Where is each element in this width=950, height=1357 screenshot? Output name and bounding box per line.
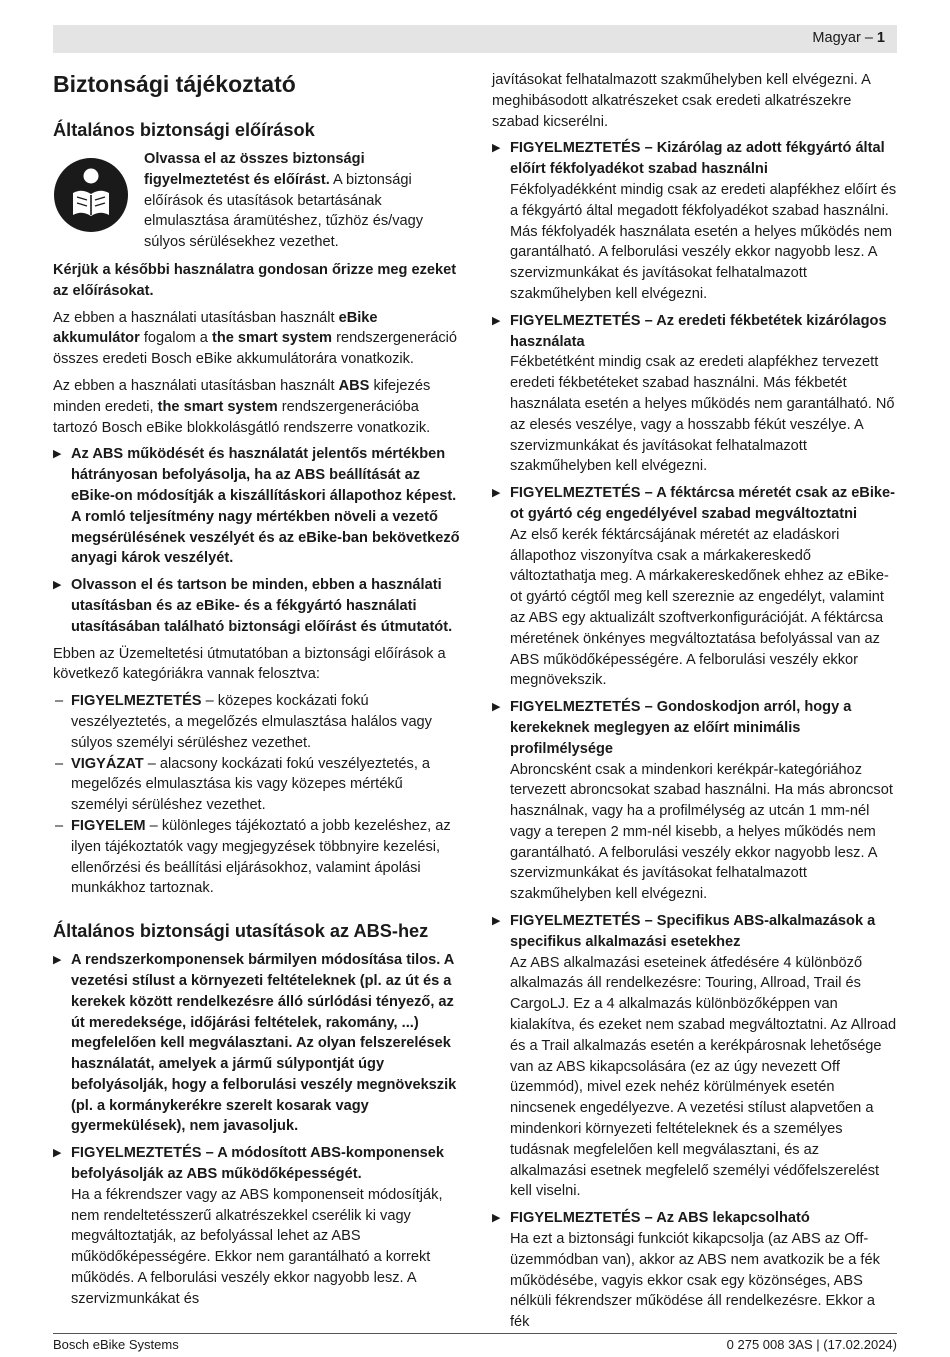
warning-title: ▶ FIGYELMEZTETÉS – Az eredeti fékbetétek kizárólagos használata [510,312,887,350]
warning-brake-disc [492,483,897,691]
text-span: Az ebben a használati utasításban használt [53,309,339,326]
warning-abs-off [492,1208,897,1333]
footer-brand: Bosch eBike Systems [53,1337,179,1352]
text-span: Az ebben a használati utasításban használt [53,377,339,394]
text-bold: ABS [338,377,370,394]
page-number: 1 [876,30,885,46]
bullet-modified-abs [53,1143,461,1309]
page-header-text [812,30,885,46]
text-span: rendszergenerációba tartozó Bosch eBike blokkolásgátló rendszerre vonatkozik. [53,398,431,436]
category-desc: – közepes kockázati fokú veszélyeztetés, a megelőzés elmulasztása halálos vagy súlyos személyi sérüléshez vezethet. [71,693,432,751]
warning-text: Az ABS alkalmazási eseteinek átfedésére 4 különböző alkalmazás áll rendelkezésre: Touring, Allroad, Trail és CargoLJ. Ez a 4 alkalmazás különbözőképpen van kialakítva, és ezeket nem szabad megváltoztatni. Az Allroad és a Trail alkalmazás esetén a kerékpárosnak lehetősége van az ABS kikapcsolására (ez az úgy nevezett Off üzemmód), mivel ezek nehéz körülmények esetén nincsenek engedélyezve. A vezetési stílust alapvetően a mindenkori környezeti feltételeknek és a személyes tudásnak megfelelően kell megválasztani, és az alkalmazási esetnek megfelelő személyi védőfelszerelést kell viselni. [510,954,897,1200]
bullet-no-modification [53,950,461,1137]
page-header [53,25,897,53]
warning-brake-pads [492,311,897,477]
bullet-text: Olvasson el és tartson be minden, ebben a használati utasításban és az eBike- és a fékgyártó használati utasításában található biztonsági előírást és útmutatót. [71,577,453,635]
bullet-read-instructions [53,575,461,637]
abs-safety-heading: Általános biztonsági utasítások az ABS-hez [53,921,429,942]
header-language: Magyar [812,30,861,46]
categories-intro: Ebben az Üzemeltetési útmutatóban a biztonsági előírások a következő kategóriákra vannak felosztva: [53,645,446,683]
continued-text: javításokat felhatalmazott szakműhelyben kell elvégezni. A meghibásodott alkatrészeket csak eredeti alkatrészekre szabad kicserélni. [492,72,871,130]
category-notice [53,816,461,899]
intro-bold: Olvassa el az összes biztonsági figyelmeztetést és előírást. [144,151,365,188]
header-separator: – [864,30,873,46]
category-warning [53,691,461,753]
category-desc: – alacsony kockázati fokú veszélyeztetés, a megelőzés elmulasztása kis vagy közepes mértékű személyi sérüléshez vezethet. [71,755,431,814]
warning-text: Fékfolyadékként mindig csak az eredeti alapfékhez előírt és a fékgyártó által megadott fékfolyadékot szabad használni. Más fékfolyadék használata esetén a helyes működés nem garantálható. A felborulási veszély ekkor nagyobb lesz. A szervizmunkákat és javításokat felhatalmazott szakműhelyben kell elvégezni. [510,181,897,302]
battery-definition [53,308,461,370]
intro-paragraph [144,149,461,253]
left-column [53,66,461,1316]
abs-definition [53,376,461,438]
category-caution [53,754,461,816]
warning-text: Az első kerék féktárcsájának méretét az eladáskori állapothoz viszonyítva csak a márkakereskedő változtathatja meg. A márkakereskedőnek ehhez az eBike-ot gyártó cégtől meg kell szereznie az engedélyt, valamint az ABS egy aktualizált szoftverkonfigurációját. A féktárcsa méretének önkényes megváltoztatása befolyással van az ABS működőképességére. A felborulási veszély ekkor megnövekszik. [510,526,889,689]
warning-text: Fékbetétként mindig csak az eredeti alapfékhez tervezett eredeti fékbetéteket szabad használni. Más fékbetét használata esetén a helyes működés nem garantálható. Nő az elesés veszélye, vagy a hosszabb fékút veszélye. A szervizmunkákat és javításokat felhatalmazott szakműhelyben kell elvégezni. [510,354,895,475]
text-span: rendszergeneráció összes eredeti Bosch eBike akkumulátorára vonatkozik. [53,330,457,368]
general-safety-heading: Általános biztonsági előírások [53,120,315,140]
warning-title: ▶ FIGYELMEZTETÉS – Gondoskodjon arról, hogy a kerekeknek meglegyen az előírt minimális profilmélysége [510,699,852,757]
bullet-text: Az ABS működését és használatát jelentős mértékben hátrányosan befolyásolja, ha az ABS beállítását az eBike-on módosítják a kiszállításkori állapothoz képest. A romló teljesítmény nagy mértékben növeli a vezető megsérülésének veszélyét és az eBike-ban bekövetkező anyagi károk veszélyét. [71,446,460,567]
bullet-abs-settings [53,444,461,569]
keep-instructions: Kérjük a későbbi használatra gondosan őrizze meg ezeket az előírásokat. [53,262,457,299]
intro-rest: A biztonsági előírások és utasítások betartásának elmulasztása áramütéshez, tűzhöz és/vagy súlyos sérülésekhez vezethet. [144,171,424,251]
warning-title: ▶ FIGYELMEZTETÉS – A módosított ABS-komponensek befolyásolják az ABS működőképességét. [71,1145,444,1183]
warning-abs-applications [492,911,897,1202]
warning-title: ▶ FIGYELMEZTETÉS – A féktárcsa méretét csak az eBike-ot gyártó cég engedélyével szabad megváltoztatni [510,485,895,522]
footer-divider [53,1333,897,1334]
category-list [53,691,461,899]
text-bold: eBike akkumulátor [53,309,378,347]
warning-text: Ha ezt a biztonsági funkciót kikapcsolja (az ABS az Off-üzemmódban van), akkor az ABS nem avatkozik be a fék működésébe, vagyis ekkor csak egy közönséges, ABS nélküli fékrendszer működése áll rendelkezésre. Ekkor a fék [510,1231,880,1331]
warning-text: Ha a fékrendszer vagy az ABS komponenseit módosítják, nem rendeltetésszerű alkatrészekkel cserélik ki vagy megváltoztatják, az befolyással lehet az ABS működőképességére. Ekkor nem garantálható a korrekt működés. A felborulási veszély ekkor nagyobb lesz. A szervizmunkákat és [71,1186,443,1307]
warning-brake-fluid [492,138,897,304]
bullet-text: A rendszerkomponensek bármilyen módosítása tilos. A vezetési stílust a környezeti feltételeknek (pl. az út és a kerekek között rendelkezésre álló súrlódási tényező, az út meredeksége, időjárási feltételek, rakomány, ...) megfelelően kell megválasztani. Az olyan felszerelések használatát, amelyek a jármű súlypontját úgy befolyásolják, hogy a felborulási veszély megnövekszik (pl. a kormánykerékre szerelt kosarak vagy gyermekülések), nem javasoljuk. [71,952,457,1135]
warning-tread-depth [492,697,897,905]
category-term: FIGYELEM [71,817,146,834]
warning-text: Abroncsként csak a mindenkori kerékpár-kategóriához tervezett abroncsokat szabad használni. Ha más abroncsot használnak, vagy ha a profilmélység az utcán 1 mm-nél vagy a terepen 2 mm-nél kisebb, a helyes működés nem garantálható. A felborulási veszély ekkor nagyobb lesz. A szervizmunkákat és javításokat felhatalmazott szakműhelyben kell elvégezni. [510,761,893,903]
intro-block [53,149,461,254]
category-desc: – különleges tájékoztató a jobb kezeléshez, az ilyen tájékoztatók vagy megjegyzések többnyire kezelési, ellenőrzési és beállítási eljárásokhoz, valamint ápolási munkákhoz tartoznak. [71,817,451,897]
category-term: FIGYELMEZTETÉS [71,693,202,710]
text-span: fogalom a [139,330,212,347]
read-manual-icon [53,157,129,233]
warning-title: ▶ FIGYELMEZTETÉS – Kizárólag az adott fékgyártó által előírt fékfolyadékot szabad használni [510,140,885,178]
warning-title: ▶ FIGYELMEZTETÉS – Az ABS lekapcsolható [510,1210,810,1227]
right-column [492,70,897,1339]
category-term: VIGYÁZAT [71,755,144,772]
text-span: kifejezés minden eredeti, [53,377,431,415]
footer-doc-id: 0 275 008 3AS | (17.02.2024) [726,1337,897,1352]
page-title: Biztonsági tájékoztató [53,71,296,97]
warning-title: ▶ FIGYELMEZTETÉS – Specifikus ABS-alkalmazások a specifikus alkalmazási esetekhez [510,913,876,950]
text-bold: the smart system [211,330,333,347]
text-bold: the smart system [157,398,278,415]
